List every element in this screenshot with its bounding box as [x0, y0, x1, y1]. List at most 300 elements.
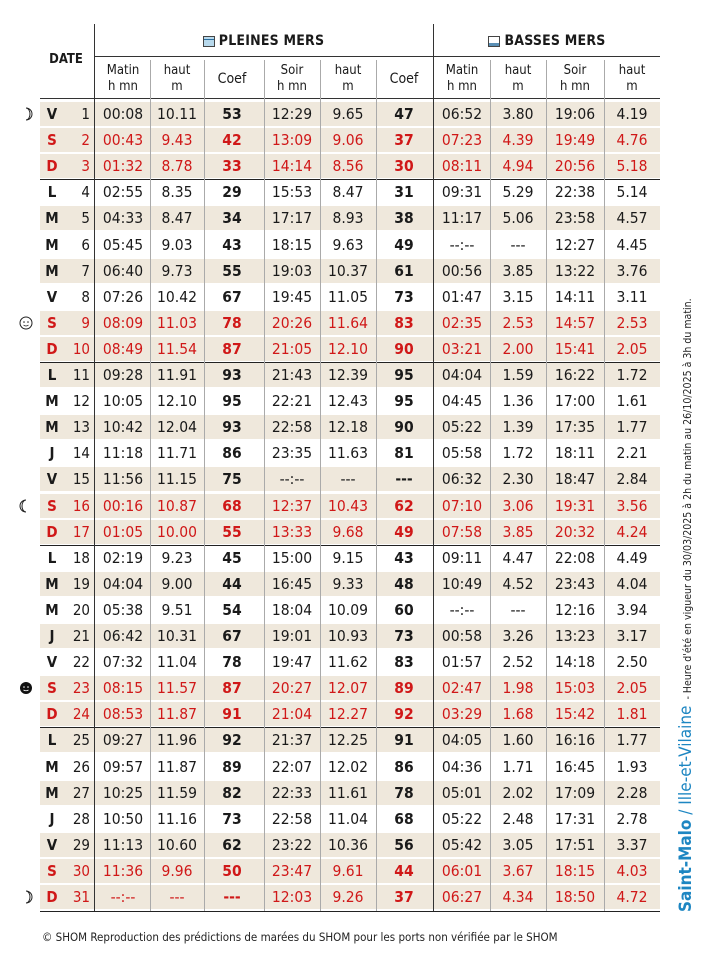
bm-morning-time: 00:58 — [441, 627, 483, 645]
pm-evening-time: 13:33 — [271, 522, 313, 541]
pm-morning-height: 10.11 — [157, 105, 197, 123]
pm-morning-height: 10.87 — [157, 496, 197, 515]
pm-evening-coef: 78 — [394, 783, 414, 802]
bm-morning-height: 2.02 — [502, 783, 534, 802]
weekday-cell: V — [46, 835, 58, 854]
bm-evening-height: 4.49 — [616, 548, 648, 567]
pm-morning-time: 08:09 — [102, 313, 144, 332]
table-row — [40, 102, 660, 126]
pm-morning-height: 11.57 — [157, 679, 197, 698]
pm-evening-coef: 92 — [394, 705, 414, 724]
pm-morning-coef: 42 — [222, 131, 242, 150]
side-caption — [676, 298, 696, 912]
pm-morning-time: 09:57 — [102, 757, 144, 776]
weekday-cell: L — [47, 731, 57, 750]
pm-morning-height: 12.04 — [157, 418, 197, 437]
pm-evening-coef: 48 — [394, 574, 414, 593]
column-divider — [320, 60, 321, 911]
bm-morning-time: 06:27 — [441, 888, 483, 906]
bm-morning-time: --:-- — [449, 235, 475, 254]
bm-evening-height: 3.11 — [616, 287, 648, 306]
bm-morning-height: 2.30 — [502, 470, 534, 489]
pm-morning-height: 11.03 — [157, 313, 197, 332]
pm-morning-time: 04:33 — [102, 209, 144, 228]
bm-evening-height: 4.24 — [616, 522, 648, 541]
bm-evening-time: 23:58 — [554, 209, 596, 228]
table-row — [40, 311, 660, 335]
pm-morning-height: 9.43 — [161, 131, 193, 150]
pm-morning-coef: 92 — [222, 731, 242, 750]
bm-evening-height: 5.14 — [616, 183, 648, 202]
pm-morning-height: 10.00 — [157, 522, 197, 541]
bm-evening-height: 1.77 — [616, 418, 648, 437]
table-row — [40, 755, 660, 779]
column-header-label: Coef — [389, 71, 419, 87]
pm-morning-height: 11.71 — [157, 444, 197, 463]
pm-evening-time: 12:03 — [271, 888, 313, 906]
pm-evening-height: 9.61 — [332, 861, 364, 880]
pm-evening-height: 12.43 — [328, 392, 368, 411]
pm-evening-coef: 95 — [394, 366, 414, 384]
new-moon-icon — [18, 676, 34, 700]
pm-evening-height: 10.43 — [328, 496, 368, 515]
column-header-unit: m — [171, 79, 183, 94]
pm-evening-height: 11.61 — [328, 783, 368, 802]
bm-evening-time: 18:11 — [554, 444, 596, 463]
bm-morning-height: 1.36 — [502, 392, 534, 411]
pm-morning-coef: 33 — [222, 157, 242, 176]
bm-morning-height: --- — [510, 600, 526, 619]
bm-morning-height: 1.72 — [502, 444, 534, 463]
pm-morning-coef: 95 — [222, 392, 242, 411]
bm-evening-height: 3.94 — [616, 600, 648, 619]
pm-evening-height: 11.63 — [328, 444, 368, 463]
column-header-unit: h mn — [277, 79, 307, 94]
bm-morning-height: 1.98 — [502, 679, 534, 698]
city-name: Saint-Malo — [676, 819, 696, 912]
bm-evening-time: 22:08 — [554, 548, 596, 567]
column-header-unit: h mn — [447, 79, 477, 94]
column-divider — [264, 60, 265, 911]
pm-morning-time: 10:50 — [102, 809, 144, 828]
first-quarter-moon-icon — [18, 102, 34, 126]
weekday-cell: S — [47, 131, 57, 150]
bm-morning-time: 05:58 — [441, 444, 483, 463]
pm-evening-height: 9.15 — [332, 548, 364, 567]
column-header-unit: m — [342, 79, 354, 94]
pm-evening-coef: 43 — [394, 548, 414, 567]
bm-morning-time: 11:17 — [441, 209, 483, 228]
pm-morning-height: 11.91 — [157, 366, 197, 384]
pm-evening-height: 12.25 — [328, 731, 368, 750]
pm-morning-coef: 93 — [222, 366, 242, 384]
pm-evening-height: 9.68 — [332, 522, 364, 541]
bm-evening-height: 2.05 — [616, 679, 648, 698]
weekday-cell: M — [45, 209, 59, 228]
bm-morning-height: 3.67 — [502, 861, 534, 880]
day-number-cell: 21 — [72, 627, 90, 645]
table-row — [40, 233, 660, 257]
day-number-cell: 1 — [81, 105, 90, 123]
pm-morning-height: 9.03 — [161, 235, 193, 254]
pm-evening-coef: 83 — [394, 653, 414, 672]
bm-evening-time: 13:23 — [554, 627, 596, 645]
pm-morning-height: 11.96 — [157, 731, 197, 750]
pm-morning-time: 09:27 — [102, 731, 144, 750]
column-divider — [204, 60, 205, 911]
pm-morning-time: 08:49 — [102, 339, 144, 358]
table-row — [40, 598, 660, 622]
bm-morning-time: 08:11 — [441, 157, 483, 176]
pm-morning-coef: 91 — [222, 705, 242, 724]
pm-morning-coef: 78 — [222, 653, 242, 672]
high-tide-icon — [203, 36, 215, 47]
pm-morning-coef: 86 — [222, 444, 242, 463]
day-number-cell: 28 — [72, 809, 90, 828]
pm-evening-coef: 91 — [394, 731, 414, 750]
day-number-cell: 31 — [72, 888, 90, 906]
bm-evening-height: 1.61 — [616, 392, 648, 411]
day-number-cell: 24 — [72, 705, 90, 724]
bm-morning-time: 05:42 — [441, 835, 483, 854]
weekday-cell: D — [46, 888, 58, 906]
weekday-cell: D — [46, 339, 58, 358]
day-number-cell: 22 — [72, 653, 90, 672]
pm-evening-height: 12.18 — [328, 418, 368, 437]
pm-morning-height: 9.51 — [161, 600, 193, 619]
pm-morning-coef: 44 — [222, 574, 242, 593]
weekday-cell: S — [47, 496, 57, 515]
pm-morning-coef: 54 — [222, 600, 242, 619]
pm-evening-time: 22:58 — [271, 809, 313, 828]
table-row — [40, 676, 660, 700]
bm-morning-height: 1.59 — [502, 366, 534, 384]
header-divider — [94, 56, 660, 57]
first-quarter-moon-icon — [18, 885, 34, 909]
day-number-cell: 13 — [72, 418, 90, 437]
pm-evening-time: 19:03 — [271, 261, 313, 280]
bm-morning-height: 4.39 — [502, 131, 534, 150]
pm-morning-height: 8.47 — [161, 209, 193, 228]
bm-evening-time: 19:06 — [554, 105, 596, 123]
summer-time-note: - Heure d'été en vigueur du 30/03/2025 à 2h du matin au 26/10/2025 à 3h du matin. — [682, 298, 694, 700]
pm-morning-time: 01:32 — [102, 157, 144, 176]
pm-evening-time: 13:09 — [271, 131, 313, 150]
weekday-cell: L — [47, 366, 57, 384]
pm-evening-height: 9.33 — [332, 574, 364, 593]
bm-morning-height: 4.94 — [502, 157, 534, 176]
table-row — [40, 128, 660, 152]
bm-evening-time: 18:50 — [554, 888, 596, 906]
day-number-cell: 16 — [72, 496, 90, 515]
bm-evening-height: 4.72 — [616, 888, 648, 906]
pm-evening-coef: --- — [395, 470, 413, 489]
column-header-7 — [490, 60, 546, 98]
pm-morning-time: 11:18 — [102, 444, 144, 463]
pm-morning-coef: 75 — [222, 470, 242, 489]
day-number-cell: 3 — [81, 157, 90, 176]
bm-evening-time: 15:03 — [554, 679, 596, 698]
column-divider — [433, 24, 434, 911]
bm-morning-time: 05:22 — [441, 809, 483, 828]
day-number-cell: 2 — [81, 131, 90, 150]
pm-morning-height: 9.96 — [161, 861, 193, 880]
column-header-9 — [604, 60, 660, 98]
pm-evening-time: 15:53 — [271, 183, 313, 202]
bm-evening-time: 16:22 — [554, 366, 596, 384]
pm-morning-coef: 87 — [222, 339, 242, 358]
bm-evening-time: 12:27 — [554, 235, 596, 254]
day-number-cell: 11 — [72, 366, 90, 384]
pm-evening-time: 22:21 — [271, 392, 313, 411]
pm-evening-time: 12:37 — [271, 496, 313, 515]
pm-evening-height: 12.10 — [328, 339, 368, 358]
pm-evening-height: 10.36 — [328, 835, 368, 854]
table-row — [40, 650, 660, 674]
pm-morning-time: 00:43 — [102, 131, 144, 150]
pm-evening-time: 16:45 — [271, 574, 313, 593]
bm-morning-height: 3.85 — [502, 261, 534, 280]
pm-morning-height: 11.87 — [157, 757, 197, 776]
pm-morning-height: 11.15 — [157, 470, 197, 489]
bm-evening-time: 17:09 — [554, 783, 596, 802]
bm-morning-time: 06:52 — [441, 105, 483, 123]
pm-evening-time: 23:47 — [271, 861, 313, 880]
pm-morning-coef: 82 — [222, 783, 242, 802]
pm-morning-time: 10:25 — [102, 783, 144, 802]
day-number-cell: 12 — [72, 392, 90, 411]
bm-morning-height: 4.47 — [502, 548, 534, 567]
column-header-6 — [434, 60, 490, 98]
day-number-cell: 4 — [81, 183, 90, 202]
table-bottom-rule — [40, 911, 660, 912]
pm-evening-coef: 68 — [394, 809, 414, 828]
bm-evening-time: 15:42 — [554, 705, 596, 724]
pm-morning-time: 02:19 — [102, 548, 144, 567]
column-header-label: haut — [334, 63, 362, 78]
pm-evening-time: 12:29 — [271, 105, 313, 123]
pm-morning-height: 11.59 — [157, 783, 197, 802]
bm-morning-time: 09:11 — [441, 548, 483, 567]
weekday-cell: D — [46, 705, 58, 724]
pm-evening-coef: 73 — [394, 627, 414, 645]
table-row — [40, 859, 660, 883]
pm-evening-coef: 49 — [394, 235, 414, 254]
day-number-cell: 25 — [72, 731, 90, 750]
bm-evening-height: 4.19 — [616, 105, 648, 123]
pm-evening-coef: 37 — [394, 888, 414, 906]
bm-morning-height: 4.34 — [502, 888, 534, 906]
bm-morning-height: 1.60 — [502, 731, 534, 750]
bm-morning-height: 2.00 — [502, 339, 534, 358]
pm-morning-height: 10.60 — [157, 835, 197, 854]
bm-evening-time: 17:31 — [554, 809, 596, 828]
table-row — [40, 728, 660, 752]
pm-morning-coef: 62 — [222, 835, 242, 854]
column-divider — [94, 24, 95, 911]
pm-evening-time: 23:35 — [271, 444, 313, 463]
pm-evening-height: 12.27 — [328, 705, 368, 724]
bm-evening-time: 17:35 — [554, 418, 596, 437]
pm-evening-time: 23:22 — [271, 835, 313, 854]
pm-morning-coef: 43 — [222, 235, 242, 254]
table-row — [40, 467, 660, 491]
table-row — [40, 702, 660, 726]
bm-evening-time: 22:38 — [554, 183, 596, 202]
bm-morning-height: 2.48 — [502, 809, 534, 828]
low-tide-icon — [488, 36, 500, 47]
pm-evening-coef: 89 — [394, 679, 414, 698]
weekday-cell: D — [46, 157, 58, 176]
bm-morning-time: --:-- — [449, 600, 475, 619]
pm-evening-time: 22:58 — [271, 418, 313, 437]
pm-morning-coef: 87 — [222, 679, 242, 698]
pm-evening-coef: 62 — [394, 496, 414, 515]
pm-morning-time: 06:40 — [102, 261, 144, 280]
bm-evening-time: 20:56 — [554, 157, 596, 176]
bm-morning-height: 3.05 — [502, 835, 534, 854]
pm-morning-height: 12.10 — [157, 392, 197, 411]
bm-morning-height: --- — [510, 235, 526, 254]
bm-morning-time: 03:29 — [441, 705, 483, 724]
pm-morning-time: 02:55 — [102, 183, 144, 202]
pm-evening-height: 9.26 — [332, 888, 364, 906]
pm-evening-time: 15:00 — [271, 548, 313, 567]
pm-evening-time: 20:27 — [271, 679, 313, 698]
column-divider — [150, 60, 151, 911]
column-header-unit: h mn — [108, 79, 138, 94]
weekday-cell: S — [47, 679, 57, 698]
pm-morning-height: 11.16 — [157, 809, 197, 828]
pm-evening-coef: 31 — [394, 183, 414, 202]
table-row — [40, 259, 660, 283]
pm-morning-height: 8.78 — [161, 157, 193, 176]
day-number-cell: 20 — [72, 600, 90, 619]
pm-evening-height: 9.06 — [332, 131, 364, 150]
bm-evening-height: 1.77 — [616, 731, 648, 750]
bm-morning-height: 4.52 — [502, 574, 534, 593]
column-header-8 — [546, 60, 604, 98]
bm-evening-time: 14:57 — [554, 313, 596, 332]
bm-evening-time: 14:18 — [554, 653, 596, 672]
pm-evening-time: 19:47 — [271, 653, 313, 672]
bm-morning-time: 02:47 — [441, 679, 483, 698]
column-header-label: haut — [504, 63, 532, 78]
pm-morning-time: 07:32 — [102, 653, 144, 672]
day-number-cell: 6 — [81, 235, 90, 254]
pm-evening-time: --:-- — [279, 470, 305, 489]
pm-evening-height: 12.02 — [328, 757, 368, 776]
pm-morning-coef: 34 — [222, 209, 242, 228]
pm-evening-coef: 37 — [394, 131, 414, 150]
pm-evening-height: 10.09 — [328, 600, 368, 619]
pm-morning-height: 11.54 — [157, 339, 197, 358]
weekday-cell: M — [45, 600, 59, 619]
column-divider — [376, 60, 377, 911]
column-header-label: haut — [163, 63, 191, 78]
column-divider — [546, 60, 547, 911]
column-divider — [604, 60, 605, 911]
bm-morning-height: 1.71 — [502, 757, 534, 776]
bm-evening-height: 2.28 — [616, 783, 648, 802]
bm-evening-height: 5.18 — [616, 157, 648, 176]
pm-morning-coef: 67 — [222, 287, 242, 306]
pm-evening-time: 18:04 — [271, 600, 313, 619]
day-number-cell: 23 — [72, 679, 90, 698]
bm-evening-height: 2.05 — [616, 339, 648, 358]
bm-evening-height: 3.17 — [616, 627, 648, 645]
pm-evening-time: 19:01 — [271, 627, 313, 645]
pm-evening-height: 11.04 — [328, 809, 368, 828]
bm-evening-time: 16:16 — [554, 731, 596, 750]
column-header-0 — [96, 60, 150, 98]
pm-evening-time: 21:04 — [271, 705, 313, 724]
pm-evening-time: 14:14 — [271, 157, 313, 176]
pm-morning-height: 9.73 — [161, 261, 193, 280]
column-header-label: Soir — [563, 63, 587, 78]
table-row — [40, 833, 660, 857]
last-quarter-moon-icon — [18, 494, 34, 518]
pm-morning-time: 08:15 — [102, 679, 144, 698]
weekday-cell: M — [45, 235, 59, 254]
table-row — [40, 415, 660, 439]
day-number-cell: 29 — [72, 835, 90, 854]
pm-morning-coef: 55 — [222, 261, 242, 280]
bm-morning-time: 04:36 — [441, 757, 483, 776]
column-header-label: Soir — [280, 63, 304, 78]
bm-evening-height: 1.81 — [616, 705, 648, 724]
bm-evening-time: 23:43 — [554, 574, 596, 593]
bm-morning-height: 5.06 — [502, 209, 534, 228]
weekday-cell: M — [45, 392, 59, 411]
weekday-cell: M — [45, 757, 59, 776]
bm-evening-height: 1.93 — [616, 757, 648, 776]
table-row — [40, 572, 660, 596]
pm-morning-time: 06:42 — [102, 627, 144, 645]
bm-evening-height: 4.45 — [616, 235, 648, 254]
pm-morning-time: 11:56 — [102, 470, 144, 489]
bm-evening-time: 17:51 — [554, 835, 596, 854]
pm-evening-time: 21:37 — [271, 731, 313, 750]
weekday-cell: D — [46, 522, 58, 541]
table-row — [40, 781, 660, 805]
pm-evening-height: 10.93 — [328, 627, 368, 645]
pm-morning-coef: 89 — [222, 757, 242, 776]
column-header-4 — [320, 60, 376, 98]
pm-evening-coef: 83 — [394, 313, 414, 332]
bm-evening-time: 18:15 — [554, 861, 596, 880]
pm-evening-height: --- — [340, 470, 356, 489]
weekday-cell: M — [45, 418, 59, 437]
bm-morning-time: 07:10 — [441, 496, 483, 515]
pm-evening-height: 11.62 — [328, 653, 368, 672]
pm-evening-height: 9.65 — [332, 105, 364, 123]
day-number-cell: 17 — [72, 522, 90, 541]
pleines-mers-header: PLEINES MERS — [94, 30, 433, 52]
pm-evening-coef: 38 — [394, 209, 414, 228]
bm-evening-height: 2.84 — [616, 470, 648, 489]
pm-morning-coef: 45 — [222, 548, 242, 567]
pm-evening-height: 10.37 — [328, 261, 368, 280]
bm-evening-height: 2.78 — [616, 809, 648, 828]
weekday-cell: V — [46, 105, 58, 123]
bm-evening-height: 4.03 — [616, 861, 648, 880]
table-row — [40, 494, 660, 518]
bm-evening-time: 13:22 — [554, 261, 596, 280]
pm-morning-coef: 53 — [222, 105, 242, 123]
pm-evening-coef: 86 — [394, 757, 414, 776]
bm-evening-time: 19:49 — [554, 131, 596, 150]
